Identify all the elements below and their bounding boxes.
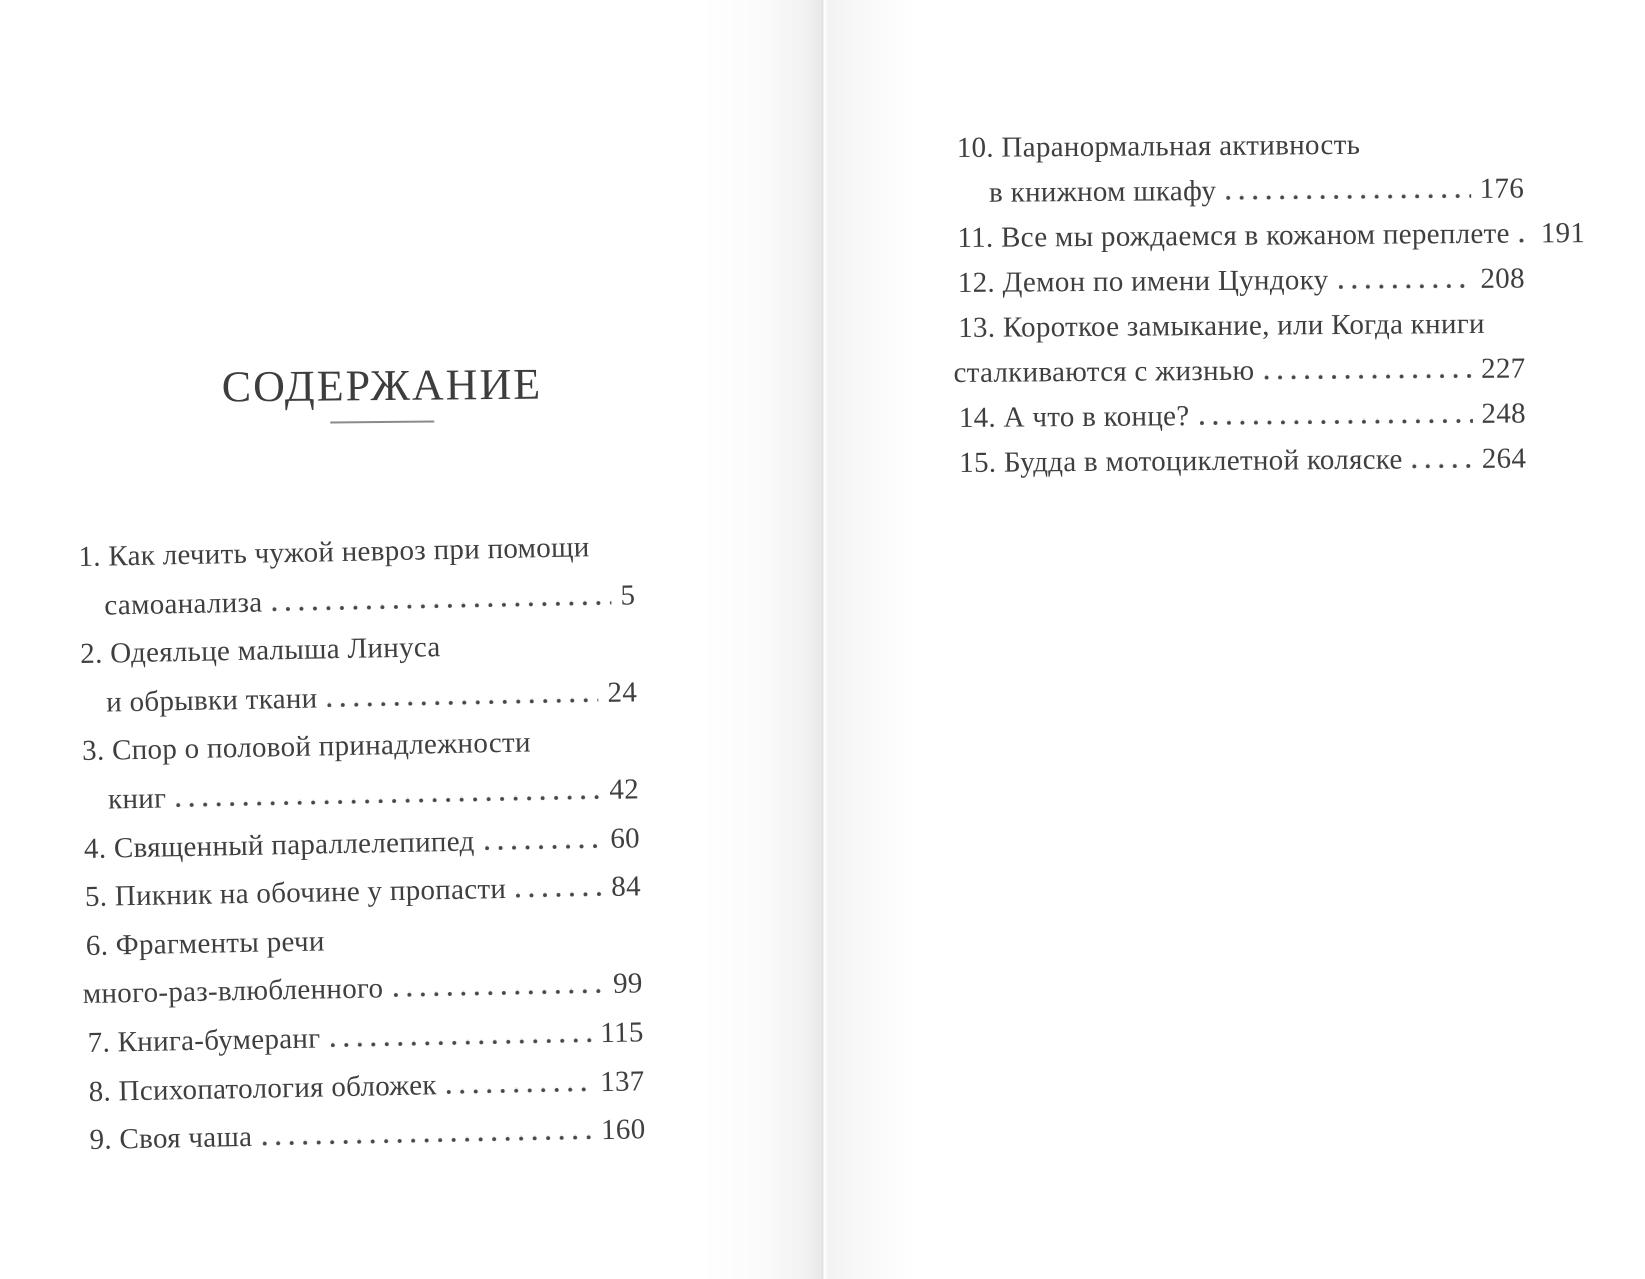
- dot-leader: [516, 891, 602, 898]
- page-number: 176: [1479, 172, 1525, 205]
- page-number: 84: [610, 870, 642, 904]
- entry-text: 13. Короткое замыкание, или Когда книги: [958, 307, 1485, 344]
- entry-text: 1. Как лечить чужой невроз при помощи: [78, 531, 590, 574]
- page-number: 248: [1481, 397, 1526, 430]
- entry-text: 15. Будда в мотоциклетной коляске: [959, 443, 1403, 479]
- dot-leader: [1413, 463, 1473, 468]
- book-spine-gutter-shadow: [700, 0, 920, 1279]
- dot-leader: [1520, 237, 1532, 242]
- entry-text: в книжном шкафу: [988, 174, 1217, 209]
- entry-text: 14. А что в конце?: [958, 400, 1190, 434]
- entry-text: 12. Демон по имени Цундоку: [957, 264, 1329, 300]
- toc-line: [958, 257, 1525, 306]
- entry-text: 2. Одеяльце малыша Линуса: [79, 631, 441, 671]
- dot-leader: [1264, 373, 1472, 380]
- entry-text: много-раз-влюбленного: [82, 972, 384, 1011]
- toc-line: [989, 167, 1524, 216]
- contents-title: СОДЕРЖАНИЕ: [221, 359, 543, 412]
- entry-text: 11. Все мы рождаемся в кожаном переплете: [957, 217, 1510, 255]
- dot-leader: [1226, 193, 1471, 200]
- dot-leader: [1199, 418, 1472, 425]
- toc-line: [958, 302, 1525, 351]
- page-number: 42: [609, 773, 640, 806]
- entry-text: сталкиваются с жизнью: [953, 354, 1255, 390]
- page-number: 227: [1480, 352, 1526, 385]
- page-number: 24: [607, 676, 638, 709]
- toc-line: [959, 392, 1526, 441]
- page-number: 160: [600, 1113, 646, 1147]
- entry-text: 5. Пикник на обочине у пропасти: [84, 873, 507, 914]
- dot-leader: [176, 794, 600, 807]
- contents-title-block: [104, 359, 660, 426]
- toc-line: [953, 347, 1525, 396]
- page-number: 264: [1481, 442, 1527, 475]
- page-number: 208: [1480, 262, 1525, 295]
- toc-line: [959, 437, 1526, 486]
- toc-line: [89, 1105, 646, 1164]
- entry-text: 7. Книга-бумеранг: [87, 1022, 321, 1059]
- page-number: 137: [599, 1064, 645, 1098]
- toc-line: [957, 122, 1524, 171]
- dot-leader: [485, 843, 602, 850]
- dot-leader: [262, 1134, 592, 1145]
- dot-leader: [1338, 283, 1471, 289]
- dot-leader: [272, 599, 611, 611]
- dot-leader: [328, 697, 599, 707]
- page-number: 115: [599, 1016, 644, 1050]
- entry-text: 8. Психопатология обложек: [88, 1068, 438, 1108]
- toc-left-entries: [78, 522, 646, 1164]
- toc-right-entries: [953, 122, 1586, 486]
- dot-leader: [330, 1037, 591, 1047]
- entry-text: 3. Спор о половой принадлежности: [81, 726, 532, 768]
- dot-leader: [447, 1086, 592, 1094]
- entry-text: 6. Фрагменты речи: [85, 925, 325, 962]
- entry-text: 9. Своя чаша: [89, 1120, 253, 1157]
- entry-text: 10. Паранормальная активность: [956, 128, 1361, 165]
- entry-text: самоанализа: [104, 586, 263, 622]
- page-number: 99: [612, 967, 643, 1001]
- page-number: 191: [1540, 217, 1586, 250]
- entry-text: и обрывки ткани: [105, 682, 318, 719]
- toc-line: [957, 212, 1586, 261]
- page-number: 60: [609, 821, 641, 855]
- entry-text: книг: [107, 782, 167, 816]
- entry-text: 4. Священный параллелепипед: [83, 825, 475, 865]
- dot-leader: [393, 988, 604, 997]
- title-rule: [330, 421, 434, 424]
- page-number: 5: [620, 578, 636, 612]
